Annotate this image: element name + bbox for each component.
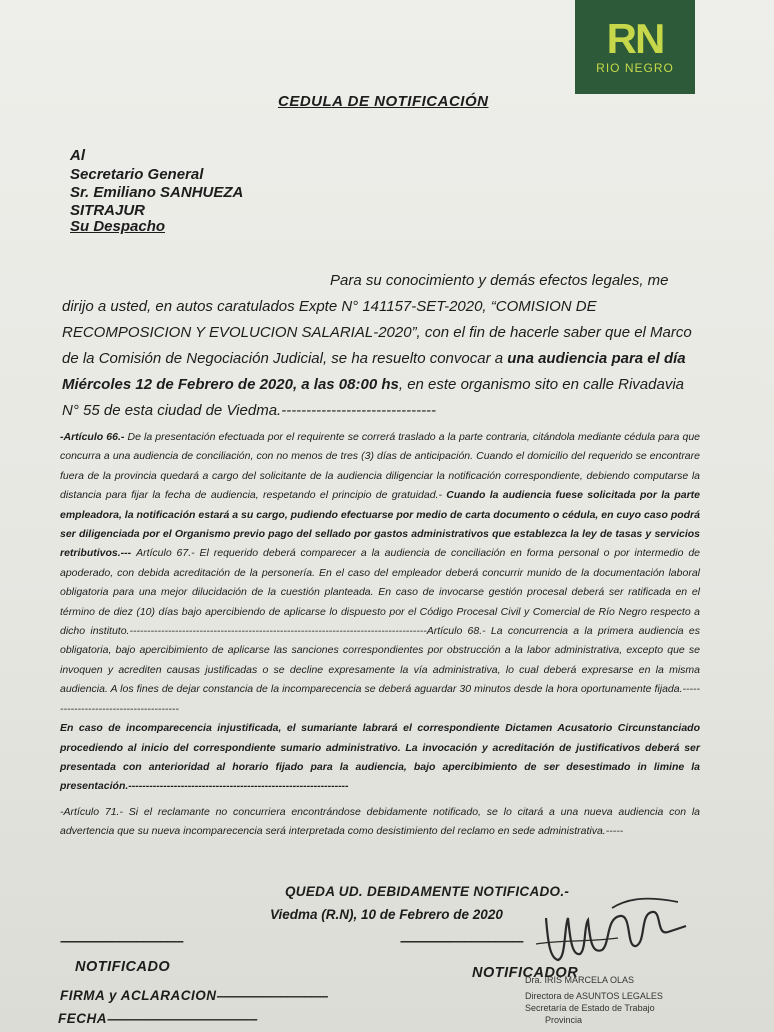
- firma-aclaracion-field: [60, 988, 327, 1003]
- rio-negro-logo: [575, 0, 695, 94]
- addressee-line-5: Su Despacho: [70, 218, 166, 235]
- stamp-dept: Secretaría de Estado de Trabajo: [525, 1003, 655, 1013]
- body-text-start: Para su conocimiento y demás efectos legales, me dirijo a usted, en autos caratulados Expte N° 141157-SET-2020, “COMISION DE RECOMPOSICION Y EVOLUCION SALARIAL-2020”, con el fin de hacerle saber que el Marco de la Comisión de Negociación Judicial, se ha resuelto convocar a: [62, 272, 692, 367]
- fecha-field: [58, 1011, 257, 1026]
- article-66-text: De la presentación efectuada por el requirente se correrá traslado a la parte contraria, citándola mediante cédula para que concurra a una audiencia de conciliación, con no menos de tres (3) días de anticipación. Cuando el domicilio del requerido se encontrare fuera de la provincia quedará a cargo del solicitante de la audiencia diligenciar la notificación correspondiente, debiendo computarse la distancia para fijar la fecha de audiencia, respetando el principio de gratuidad.-: [60, 431, 700, 502]
- article-67-label: Artículo 67.-: [136, 547, 195, 560]
- body-text-bold: una audiencia para el día Miércoles 12 de Febrero de 2020, a las 08:00 hs: [62, 350, 686, 393]
- article-66-label: -Artículo 66.-: [60, 431, 125, 443]
- firma-label: FIRMA y ACLARACION: [60, 988, 217, 1003]
- logo-mark: RN: [606, 15, 664, 62]
- stamp-prov: Provincia: [545, 1015, 583, 1025]
- stamp-title: Directora de ASUNTOS LEGALES: [525, 991, 663, 1001]
- signature-line-right: -----------------------------------------: [400, 934, 523, 948]
- body-paragraph: [62, 268, 702, 424]
- fecha-label: FECHA: [58, 1011, 107, 1026]
- notificador-label: NOTIFICADOR: [472, 965, 579, 981]
- article-68-bold: En caso de incomparecencia injustificada, el sumariante labrará el correspondiente Dictamen Acusatorio Circunstanciado procediendo al inicio del correspondiente sumario administrativo. La invocación y acreditación de justificativos deberá ser presentada con anterioridad al horario fijado para la audiencia, bajo apercibimiento de ser desestimado in limine la presentación.---------------------------------------------------------------: [60, 722, 700, 793]
- logo-text: RIO NEGRO: [596, 61, 674, 75]
- addressee-line-1: Al: [70, 147, 85, 164]
- addressee-line-2: Secretario General: [70, 166, 204, 183]
- article-71-text: Si el reclamante no concurriera encontrándose debidamente notificado, se lo citará a una nueva audiencia con la advertencia que su nueva incomparecencia será interpretada como desistimiento del reclamo en sede administrativa.-----: [60, 805, 700, 838]
- document-title: CEDULA DE NOTIFICACIÓN: [278, 93, 489, 110]
- place-date: Viedma (R.N), 10 de Febrero de 2020: [270, 907, 503, 922]
- stamp-name: Dra. IRIS MARCELA OLAS: [525, 975, 635, 985]
- article-66-bold: Cuando la audiencia fuese solicitada por la parte empleadora, la notificación estará a su cargo, pudiendo efectuarse por medio de carta documento o cédula, en cuyo caso podrá ser diligenciada por el Organismo previo pago del sellado por gastos administrativos que establezca la ley de tasas y servicios retributivos.---: [60, 489, 700, 560]
- notificado-label: NOTIFICADO: [75, 959, 171, 975]
- firma-line: -------------------------------------: [216, 989, 328, 1003]
- signature-line-left: -----------------------------------------: [60, 934, 183, 948]
- fecha-line: --------------------------------------------------: [107, 1012, 257, 1026]
- articles-block: [60, 428, 700, 842]
- article-68-text: La concurrencia a la primera audiencia es obligatoria, bajo apercibimiento de aplicarse las sanciones correspondientes por obstrucción a la labor administrativa, excepto que se invoquen y acrediten causas justificadas o se decline expresamente la vía administrativa, lo cual deberá expresarse en la misma audiencia. A los fines de dejar constancia de la incomparecencia se deberá aguardar 30 minutos desde la hora oportunamente fijada.---------------------------------------: [60, 625, 700, 715]
- addressee-line-4: SITRAJUR: [70, 202, 146, 219]
- addressee-line-3: Sr. Emiliano SANHUEZA: [70, 184, 244, 201]
- article-71-label: -Artículo 71.-: [60, 805, 123, 818]
- body-text-end: , en este organismo sito en calle Rivadavia N° 55 de esta ciudad de Viedma.-------------------------------: [62, 376, 685, 419]
- article-68-label: Artículo 68.-: [426, 625, 486, 638]
- notification-closing: QUEDA UD. DEBIDAMENTE NOTIFICADO.-: [285, 884, 570, 899]
- article-67-text: El requerido deberá comparecer a la audiencia de conciliación en forma personal o por intermedio de apoderado, con debida acreditación de la personería. En el caso del empleador deberá concurrir munido de la documentación laboral obligatoria para una mejor dilucidación de la cuestión planteada. En caso de invocarse gestión procesal deberá ser ratificada en el término de diez (10) días bajo apercibiendo de aplicarse lo dispuesto por el Código Procesal Civil y Comercial de Río Negro respecto a dicho instituto.-------------------------------------------------------------------------------------: [60, 547, 701, 638]
